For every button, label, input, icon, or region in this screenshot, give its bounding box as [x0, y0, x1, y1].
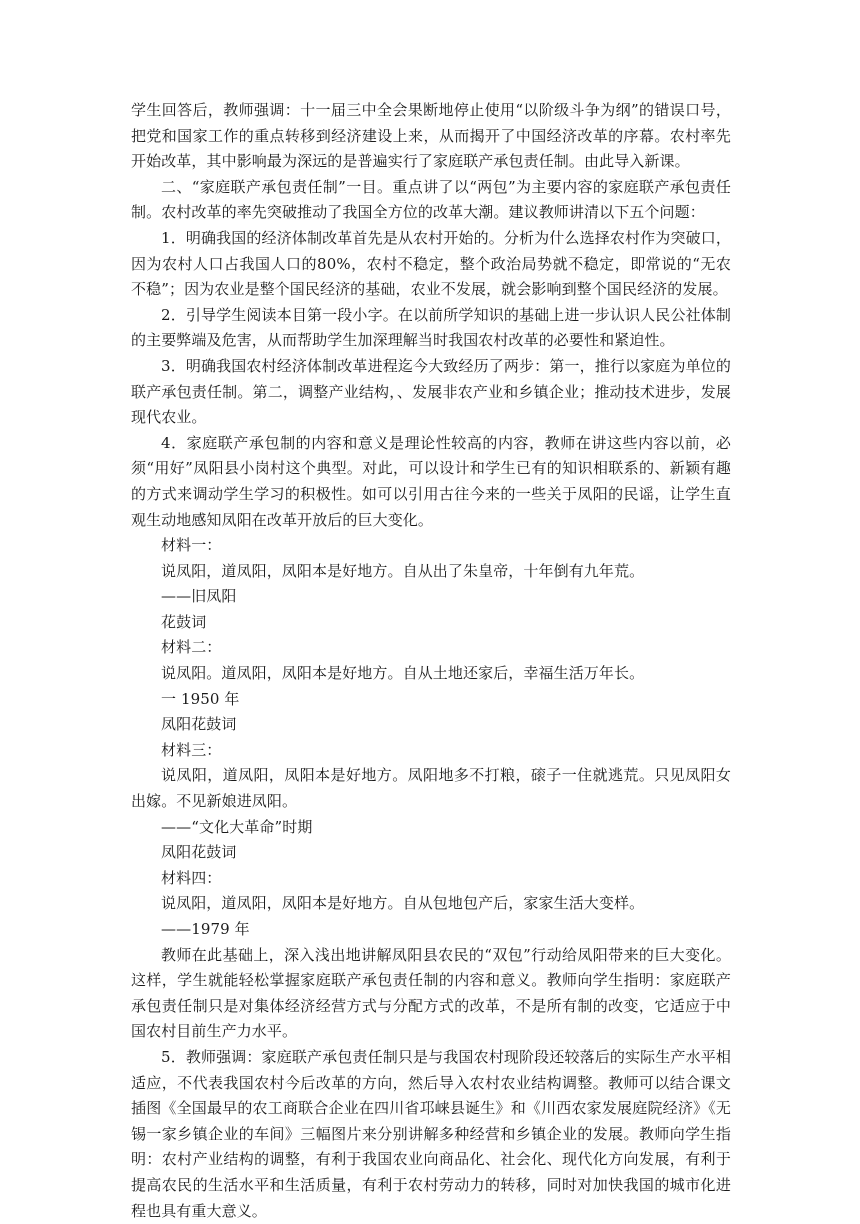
material-2-title: 材料二：: [161, 638, 222, 657]
material-1-genre: 花鼓词: [161, 612, 207, 631]
material-3-text: 说凤阳，道凤阳，凤阳本是好地方。凤阳地多不打粮，磙子一住就逃荒。只见凤阳女出嫁。不见新娘进凤阳。: [131, 766, 731, 811]
material-2-text: 说凤阳。道凤阳，凤阳本是好地方。自从土地还家后，幸福生活万年长。: [161, 664, 645, 683]
material-4-text: 说凤阳，道凤阳，凤阳本是好地方。自从包地包产后，家家生活大变样。: [161, 894, 645, 913]
material-1-source: ——旧凤阳: [161, 587, 237, 606]
material-3-title: 材料三：: [161, 740, 222, 759]
paragraph-point-3: 3．明确我国农村经济体制改革进程迄今大致经历了两步：第一，推行以家庭为单位的联产承包责任制。第二，调整产业结构，、发展非农产业和乡镇企业；推动技术进步，发展现代农业。: [131, 356, 731, 427]
paragraph-point-2: 2．引导学生阅读本目第一段小字。在以前所学知识的基础上进一步认识人民公社体制的主要弊端及危害，从而帮助学生加深理解当时我国农村改革的必要性和紧迫性。: [131, 305, 731, 350]
material-1-text: 说凤阳，道凤阳，凤阳本是好地方。自从出了朱皇帝，十年倒有九年荒。: [161, 561, 645, 580]
paragraph-section-two: 二、“家庭联产承包责任制”一目。重点讲了以“两包”为主要内容的家庭联产承包责任制。农村改革的率先突破推动了我国全方位的改革大潮。建议教师讲清以下五个问题：: [131, 177, 731, 222]
paragraph-point-4: 4．家庭联产承包制的内容和意义是理论性较高的内容，教师在讲这些内容以前，必须“用好”凤阳县小岗村这个典型。对此，可以设计和学生已有的知识相联系的、新颖有趣的方式来调动学生学习的积极性。如可以引用古往今来的一些关于凤阳的民谣，让学生直观生动地感知凤阳在改革开放后的巨大变化。: [131, 433, 731, 529]
material-2-source: 一 1950 年: [161, 689, 240, 708]
material-3-genre: 凤阳花鼓词: [161, 843, 237, 862]
paragraph-intro: 学生回答后，教师强调：十一届三中全会果断地停止使用“以阶级斗争为纲”的错误口号，把党和国家工作的重点转移到经济建设上来，从而揭开了中国经济改革的序幕。农村率先开始改革，其中影响最为深远的是普遍实行了家庭联产承包责任制。由此导入新课。: [131, 101, 731, 171]
lesson-text: [131, 98, 731, 1224]
material-2-genre: 凤阳花鼓词: [161, 715, 237, 734]
paragraph-point-5: 5．教师强调：家庭联产承包责任制只是与我国农村现阶段还较落后的实际生产水平相适应，不代表我国农村今后改革的方向，然后导入农村农业结构调整。教师可以结合课文插图《全国最早的农工商联合企业在四川省邛崃县诞生》和《川西农家发展庭院经济》《无锡一家乡镇企业的车间》三幅图片来分别讲解多种经营和乡镇企业的发展。教师向学生指明：农村产业结构的调整，有利于我国农业向商品化、社会化、现代化方向发展，有利于提高农民的生活水平和生活质量，有利于农村劳动力的转移，同时对加快我国的城市化进程也具有重大意义。: [131, 1047, 731, 1220]
material-3-source: ——“文化大革命”时期: [161, 817, 313, 836]
paragraph-explanation: 教师在此基础上，深入浅出地讲解凤阳县农民的“双包”行动给凤阳带来的巨大变化。这样，学生就能轻松掌握家庭联产承包责任制的内容和意义。教师向学生指明：家庭联产承包责任制只是对集体经济经营方式与分配方式的改革，不是所有制的改变，它适应于中国农村目前生产力水平。: [131, 945, 731, 1041]
paragraph-point-1: 1．明确我国的经济体制改革首先是从农村开始的。分析为什么选择农村作为突破口，因为农村人口占我国人口的80%，农村不稳定，整个政治局势就不稳定，即常说的“无农不稳”；因为农业是整个国民经济的基础，农业不发展，就会影响到整个国民经济的发展。: [131, 228, 731, 299]
material-4-source: ——1979 年: [161, 920, 250, 938]
material-1-title: 材料一：: [161, 536, 222, 555]
material-4-title: 材料四：: [161, 868, 222, 887]
